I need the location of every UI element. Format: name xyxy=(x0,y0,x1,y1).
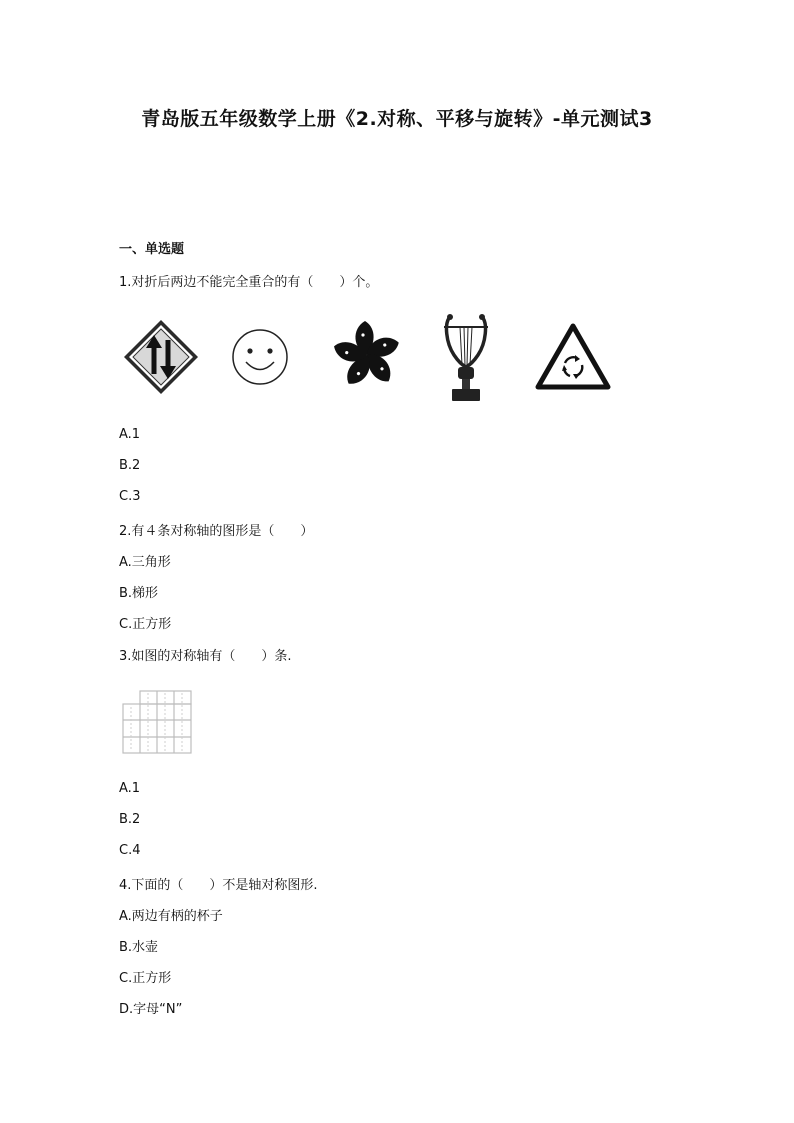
question-3-option-c[interactable]: C.4 xyxy=(119,843,141,858)
two-way-traffic-sign-icon xyxy=(122,318,200,396)
question-4-option-b[interactable]: B.水壶 xyxy=(119,940,159,955)
question-3-option-b[interactable]: B.2 xyxy=(119,812,141,827)
lyre-icon xyxy=(440,309,492,405)
question-1-stem: 1.对折后两边不能完全重合的有（ ）个。 xyxy=(119,275,379,290)
smiley-face-icon xyxy=(230,327,290,387)
question-4-stem: 4.下面的（ ）不是轴对称图形. xyxy=(119,878,318,893)
grid-shape-icon xyxy=(121,689,193,755)
roundabout-warning-sign-icon xyxy=(535,323,611,391)
page-title: 青岛版五年级数学上册《2.对称、平移与旋转》-单元测试3 xyxy=(141,108,653,130)
section-heading: 一、单选题 xyxy=(119,242,185,257)
question-1-option-a[interactable]: A.1 xyxy=(119,427,141,442)
question-4-option-c[interactable]: C.正方形 xyxy=(119,971,172,986)
question-1-option-c[interactable]: C.3 xyxy=(119,489,141,504)
question-2-stem: 2.有４条对称轴的图形是（ ） xyxy=(119,524,314,539)
question-3-option-a[interactable]: A.1 xyxy=(119,781,141,796)
question-2-option-c[interactable]: C.正方形 xyxy=(119,617,172,632)
question-4-option-a[interactable]: A.两边有柄的杯子 xyxy=(119,909,223,924)
bauhinia-flower-icon xyxy=(330,318,404,392)
question-2-option-b[interactable]: B.梯形 xyxy=(119,586,159,601)
question-3-stem: 3.如图的对称轴有（ ）条. xyxy=(119,649,292,664)
question-4-option-d[interactable]: D.字母“N” xyxy=(119,1002,183,1017)
question-2-option-a[interactable]: A.三角形 xyxy=(119,555,171,570)
question-1-option-b[interactable]: B.2 xyxy=(119,458,141,473)
